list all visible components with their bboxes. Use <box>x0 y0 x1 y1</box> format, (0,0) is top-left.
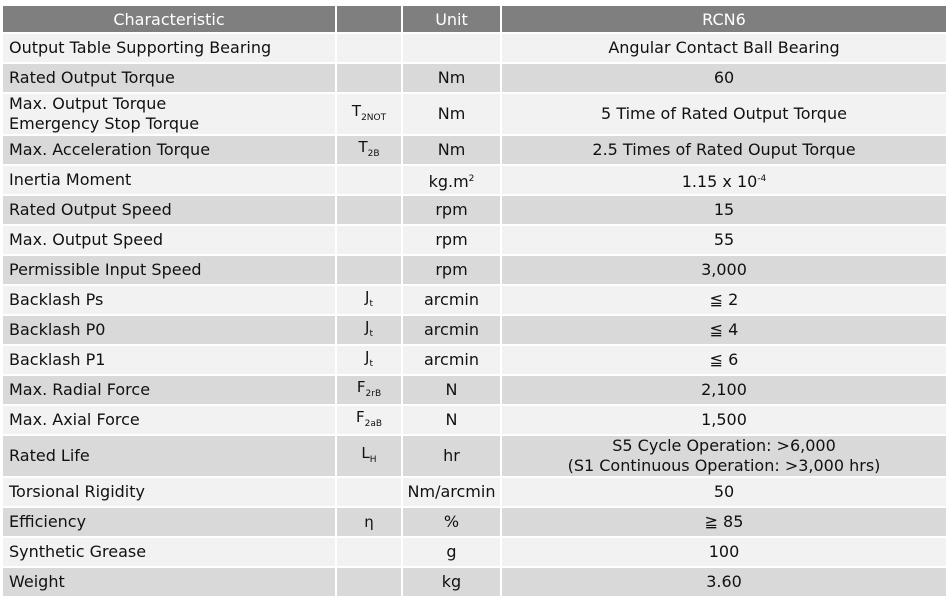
symbol-cell <box>337 568 403 596</box>
symbol-cell <box>337 346 403 374</box>
symbol-cell <box>337 226 403 254</box>
characteristic-cell: Backlash Ps <box>3 286 337 314</box>
symbol-cell <box>337 508 403 536</box>
characteristic-line: Emergency Stop Torque <box>9 114 200 133</box>
table-row <box>3 406 946 434</box>
characteristic-cell: Max. Acceleration Torque <box>3 136 337 164</box>
value-cell <box>502 436 946 476</box>
table-row <box>3 256 946 284</box>
unit-cell: rpm <box>403 256 502 284</box>
header-row <box>3 6 946 32</box>
value-cell: 50 <box>502 478 946 506</box>
header-unit: Unit <box>403 6 502 32</box>
symbol-cell <box>337 136 403 164</box>
header-characteristic: Characteristic <box>3 6 337 32</box>
value-cell: Angular Contact Ball Bearing <box>502 34 946 62</box>
table-row <box>3 34 946 62</box>
table-row <box>3 94 946 134</box>
symbol-cell <box>337 406 403 434</box>
spec-table <box>3 4 946 598</box>
table-row <box>3 568 946 596</box>
table-row <box>3 316 946 344</box>
value-cell: 2,100 <box>502 376 946 404</box>
unit-cell: N <box>403 406 502 434</box>
characteristic-cell: Max. Output Speed <box>3 226 337 254</box>
unit-cell: Nm <box>403 94 502 134</box>
table-row <box>3 376 946 404</box>
symbol-cell <box>337 286 403 314</box>
symbol-cell <box>337 538 403 566</box>
symbol-cell <box>337 478 403 506</box>
value-cell: 3,000 <box>502 256 946 284</box>
characteristic-cell: Backlash P1 <box>3 346 337 374</box>
unit-superscript: 2 <box>468 173 475 184</box>
value-cell: 1,500 <box>502 406 946 434</box>
unit-cell: g <box>403 538 502 566</box>
table-row <box>3 346 946 374</box>
value-cell: 100 <box>502 538 946 566</box>
value-cell <box>502 166 946 194</box>
value-superscript: -4 <box>757 173 767 184</box>
symbol-cell <box>337 34 403 62</box>
value-cell: 5 Time of Rated Output Torque <box>502 94 946 134</box>
symbol-text: F <box>356 377 366 396</box>
symbol-cell <box>337 376 403 404</box>
unit-cell <box>403 166 502 194</box>
table-row <box>3 436 946 476</box>
characteristic-cell: Max. Axial Force <box>3 406 337 434</box>
characteristic-cell: Rated Output Speed <box>3 196 337 224</box>
unit-cell: rpm <box>403 196 502 224</box>
symbol-cell <box>337 94 403 134</box>
unit-cell: arcmin <box>403 316 502 344</box>
symbol-cell <box>337 166 403 194</box>
table-row <box>3 226 946 254</box>
table-row <box>3 508 946 536</box>
unit-cell: N <box>403 376 502 404</box>
symbol-subscript: 2B <box>367 148 380 159</box>
unit-text: kg.m <box>428 171 469 191</box>
symbol-subscript: t <box>369 358 373 369</box>
table-row <box>3 166 946 194</box>
symbol-subscript: H <box>369 454 377 465</box>
table-row <box>3 286 946 314</box>
characteristic-cell: Output Table Supporting Bearing <box>3 34 337 62</box>
value-line: (S1 Continuous Operation: >3,000 hrs) <box>567 456 881 475</box>
characteristic-cell: Inertia Moment <box>3 166 337 194</box>
symbol-text: J <box>365 347 370 366</box>
header-symbol <box>337 6 403 32</box>
value-cell: 2.5 Times of Rated Ouput Torque <box>502 136 946 164</box>
characteristic-cell <box>3 94 337 134</box>
unit-cell: hr <box>403 436 502 476</box>
table-row <box>3 136 946 164</box>
value-cell: 15 <box>502 196 946 224</box>
characteristic-cell: Efficiency <box>3 508 337 536</box>
unit-cell: arcmin <box>403 346 502 374</box>
table-row <box>3 538 946 566</box>
characteristic-cell: Rated Output Torque <box>3 64 337 92</box>
value-cell: 55 <box>502 226 946 254</box>
symbol-cell <box>337 196 403 224</box>
symbol-subscript: 2aB <box>364 418 383 429</box>
symbol-cell <box>337 256 403 284</box>
characteristic-cell: Torsional Rigidity <box>3 478 337 506</box>
unit-cell: kg <box>403 568 502 596</box>
table-row <box>3 64 946 92</box>
symbol-subscript: t <box>369 328 373 339</box>
table-row <box>3 196 946 224</box>
value-cell: 60 <box>502 64 946 92</box>
characteristic-cell: Rated Life <box>3 436 337 476</box>
value-cell: 3.60 <box>502 568 946 596</box>
value-cell: ≧ 85 <box>502 508 946 536</box>
table-row <box>3 478 946 506</box>
characteristic-cell: Max. Radial Force <box>3 376 337 404</box>
characteristic-cell: Backlash P0 <box>3 316 337 344</box>
characteristic-cell: Synthetic Grease <box>3 538 337 566</box>
characteristic-line: Max. Output Torque <box>9 94 167 113</box>
symbol-text: L <box>361 443 370 462</box>
value-cell: ≦ 6 <box>502 346 946 374</box>
unit-cell: Nm/arcmin <box>403 478 502 506</box>
symbol-text: T <box>358 137 368 156</box>
characteristic-cell: Weight <box>3 568 337 596</box>
unit-cell: arcmin <box>403 286 502 314</box>
characteristic-cell: Permissible Input Speed <box>3 256 337 284</box>
symbol-text: J <box>365 317 370 336</box>
value-text: 1.15 x 10 <box>681 171 758 191</box>
header-model: RCN6 <box>502 6 946 32</box>
symbol-text: T <box>351 101 362 120</box>
symbol-subscript: 2rB <box>365 388 382 399</box>
unit-cell: rpm <box>403 226 502 254</box>
unit-cell <box>403 34 502 62</box>
symbol-text: J <box>365 287 370 306</box>
symbol-text: F <box>355 407 365 426</box>
symbol-text: η <box>364 513 374 531</box>
unit-cell: % <box>403 508 502 536</box>
value-cell: ≦ 2 <box>502 286 946 314</box>
symbol-subscript: t <box>369 298 373 309</box>
unit-cell: Nm <box>403 64 502 92</box>
symbol-cell <box>337 436 403 476</box>
value-line: S5 Cycle Operation: >6,000 <box>612 436 836 455</box>
unit-cell: Nm <box>403 136 502 164</box>
symbol-cell <box>337 316 403 344</box>
symbol-cell <box>337 64 403 92</box>
symbol-subscript: 2NOT <box>361 112 387 123</box>
value-cell: ≦ 4 <box>502 316 946 344</box>
